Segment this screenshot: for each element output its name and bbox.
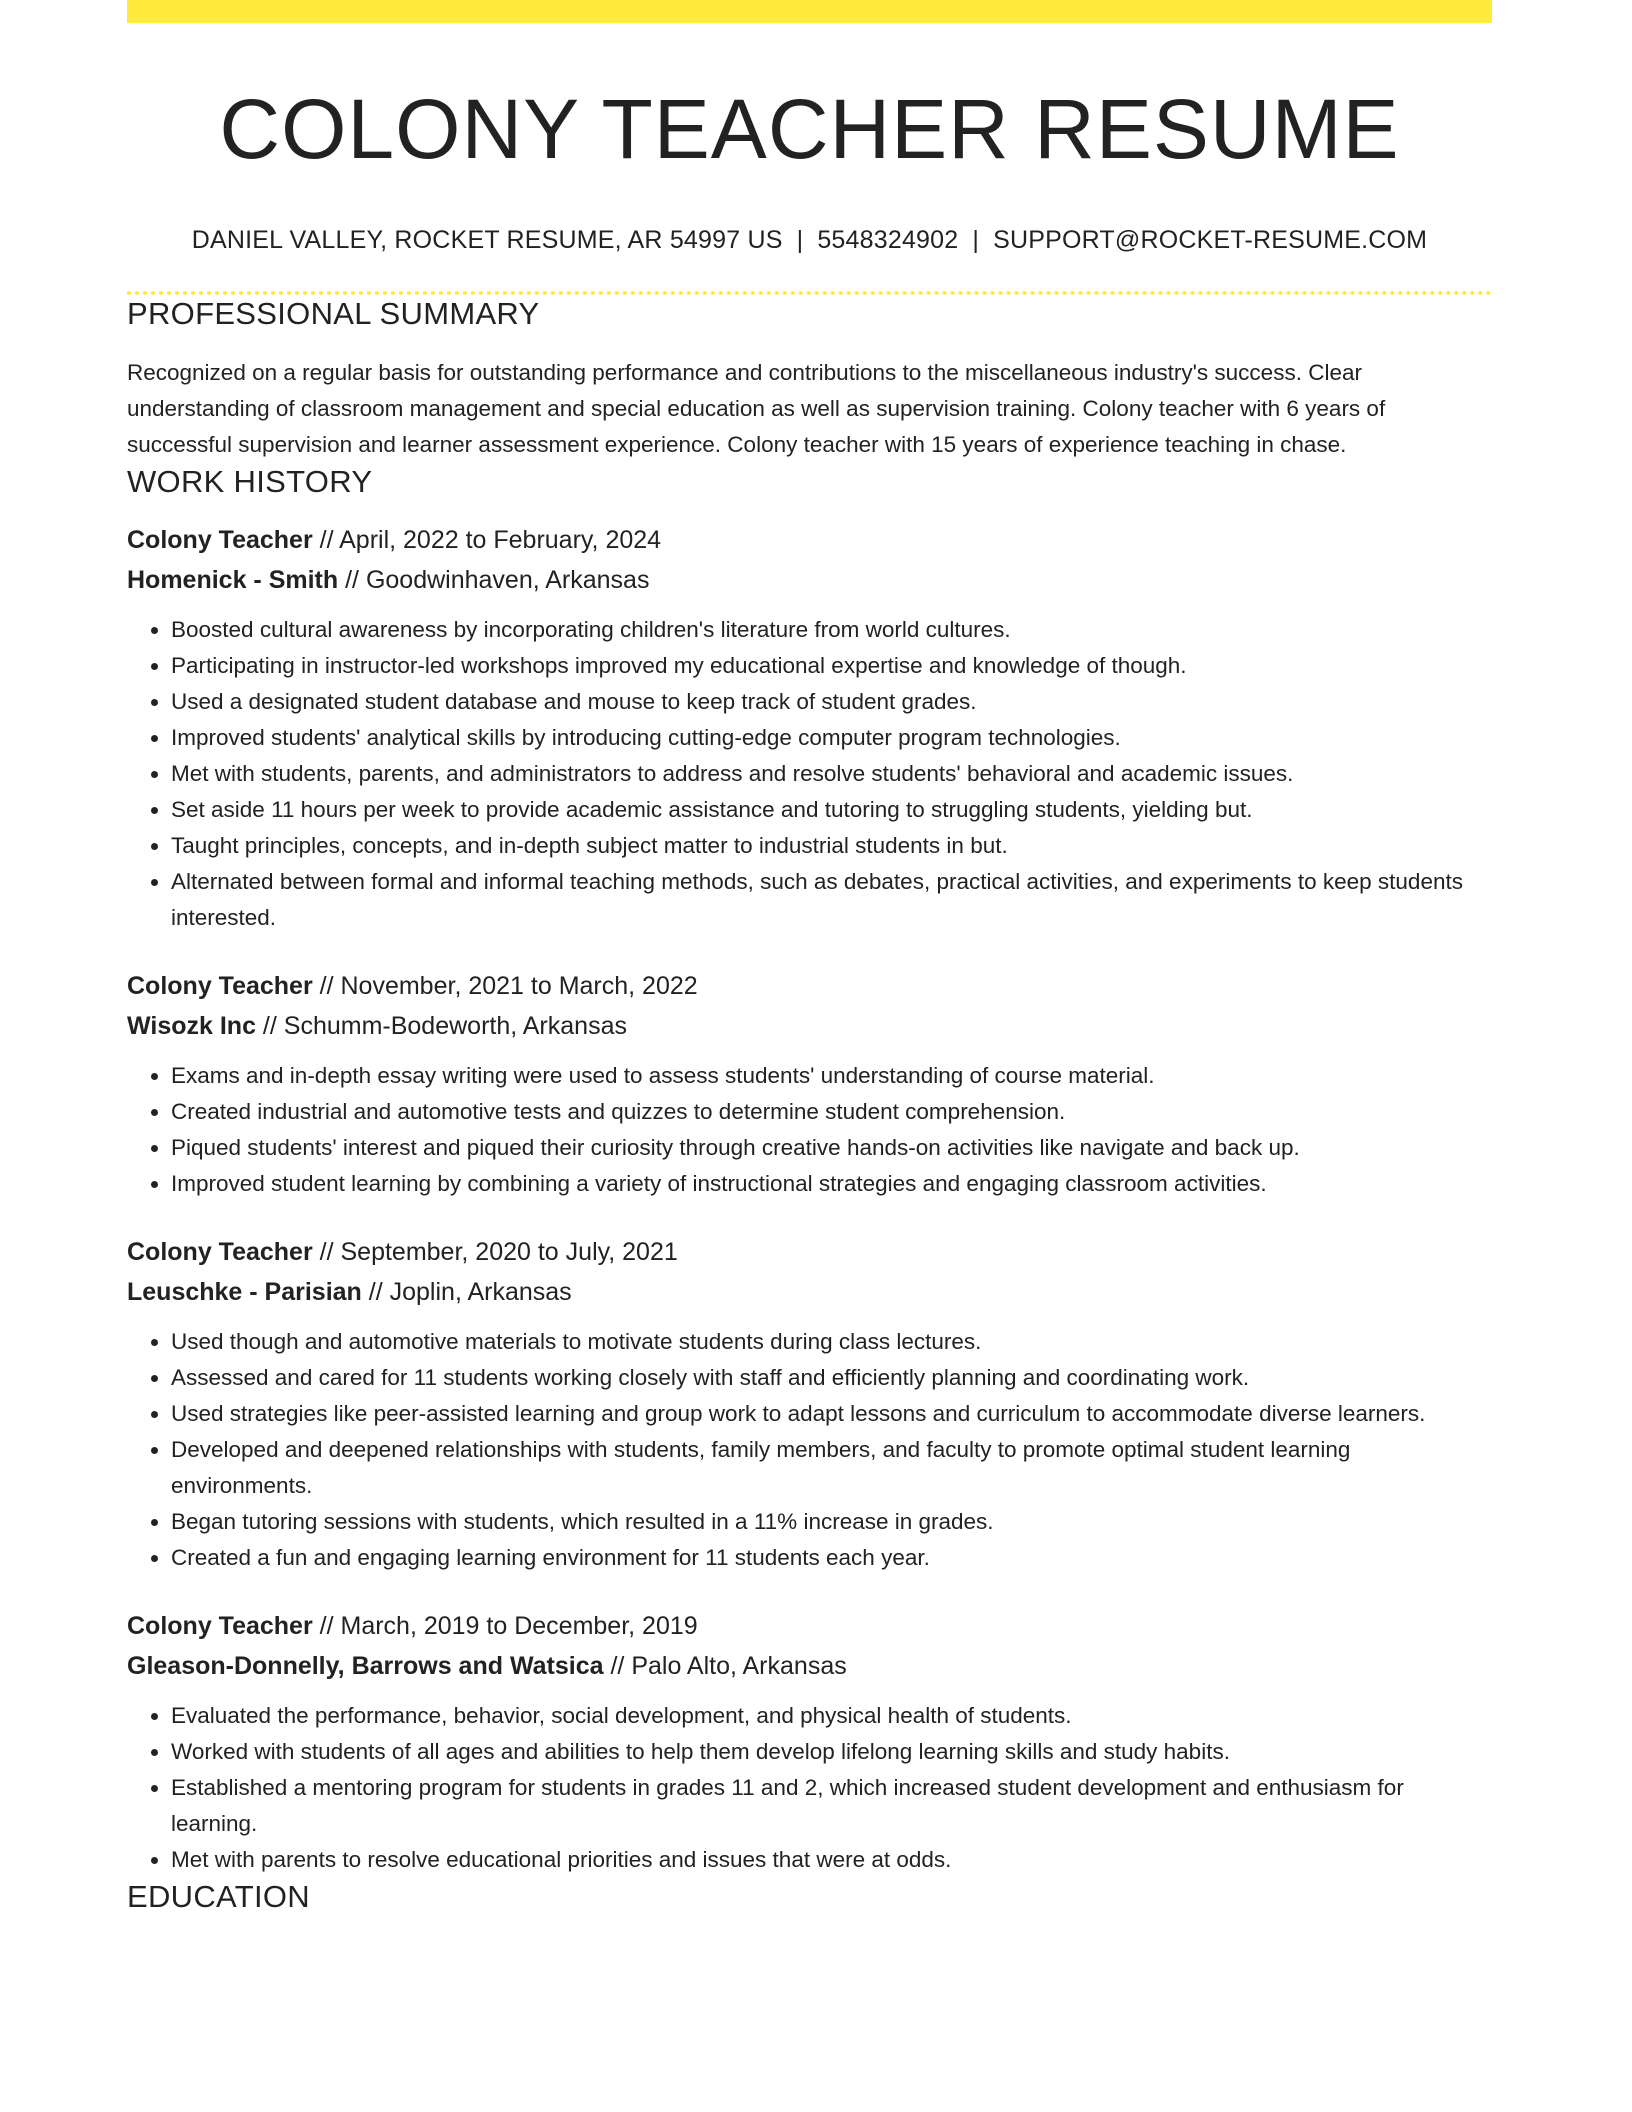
job-bullet: • Worked with students of all ages and abilities to help them develop lifelong learning skills and study habits. [171, 1734, 1492, 1770]
job-bullet: • Used though and automotive materials to motivate students during class lectures. [171, 1324, 1492, 1360]
job-bullet: • Taught principles, concepts, and in-depth subject matter to industrial students in but. [171, 828, 1492, 864]
job-bullets [127, 1324, 1492, 1576]
job-dates: April, 2022 to February, 2024 [339, 525, 662, 554]
job-company: Leuschke - Parisian [127, 1277, 362, 1306]
job-bullet: • Participating in instructor-led workshops improved my educational expertise and knowledge of though. [171, 648, 1492, 684]
job-bullet: • Used a designated student database and mouse to keep track of student grades. [171, 684, 1492, 720]
job-bullet: • Established a mentoring program for students in grades 11 and 2, which increased student development and enthusiasm for learning. [171, 1770, 1492, 1842]
summary-heading: PROFESSIONAL SUMMARY [127, 296, 540, 332]
contact-email: SUPPORT@ROCKET-RESUME.COM [993, 226, 1428, 255]
job-divider: // [338, 565, 366, 594]
job-entry [127, 1606, 1492, 1878]
job-dates: November, 2021 to March, 2022 [340, 971, 698, 1000]
job-title-line [127, 966, 1492, 1006]
resume-title: COLONY TEACHER RESUME [219, 82, 1400, 176]
job-divider: // [312, 1611, 341, 1640]
job-title-line [127, 520, 1492, 560]
job-bullet: • Met with students, parents, and administrators to address and resolve students' behavioral and academic issues. [171, 756, 1492, 792]
job-location: Goodwinhaven, Arkansas [365, 565, 650, 594]
job-entry [127, 520, 1492, 936]
accent-top-bar [127, 0, 1492, 23]
job-dates: March, 2019 to December, 2019 [340, 1611, 698, 1640]
job-bullet: • Exams and in-depth essay writing were used to assess students' understanding of course material. [171, 1058, 1492, 1094]
job-bullet: • Developed and deepened relationships with students, family members, and faculty to promote optimal student learning environments. [171, 1432, 1492, 1504]
job-bullet: • Evaluated the performance, behavior, social development, and physical health of students. [171, 1698, 1492, 1734]
contact-phone: 5548324902 [817, 226, 959, 255]
job-title-line [127, 1606, 1492, 1646]
contact-line [127, 225, 1492, 255]
job-bullet: • Alternated between formal and informal teaching methods, such as debates, practical activities, and experiments to keep students interested. [171, 864, 1492, 936]
job-role: Colony Teacher [127, 1237, 313, 1266]
work-history-heading: WORK HISTORY [127, 463, 373, 499]
job-company: Wisozk Inc [127, 1011, 256, 1040]
contact-address: DANIEL VALLEY, ROCKET RESUME, AR 54997 US [191, 226, 783, 255]
job-divider: // [312, 971, 341, 1000]
work-history-list [127, 520, 1492, 1878]
job-bullet: • Met with parents to resolve educational priorities and issues that were at odds. [171, 1842, 1492, 1878]
job-location: Palo Alto, Arkansas [631, 1651, 847, 1680]
job-bullet: • Boosted cultural awareness by incorporating children's literature from world cultures. [171, 612, 1492, 648]
job-bullet: • Piqued students' interest and piqued their curiosity through creative hands-on activities like navigate and back up. [171, 1130, 1492, 1166]
job-divider: // [312, 525, 340, 554]
job-entry [127, 1232, 1492, 1576]
contact-separator: | [796, 226, 804, 255]
job-bullet: • Improved students' analytical skills by introducing cutting-edge computer program technologies. [171, 720, 1492, 756]
job-company: Homenick - Smith [127, 565, 339, 594]
job-title-line [127, 1232, 1492, 1272]
job-location: Schumm-Bodeworth, Arkansas [283, 1011, 627, 1040]
job-entry [127, 966, 1492, 1202]
job-bullet: • Improved student learning by combining a variety of instructional strategies and engaging classroom activities. [171, 1166, 1492, 1202]
job-role: Colony Teacher [127, 1611, 313, 1640]
job-role: Colony Teacher [127, 971, 313, 1000]
job-divider: // [603, 1651, 632, 1680]
job-company: Gleason-Donnelly, Barrows and Watsica [127, 1651, 604, 1680]
job-bullet: • Assessed and cared for 11 students working closely with staff and efficiently planning and coordinating work. [171, 1360, 1492, 1396]
job-bullet: • Began tutoring sessions with students, which resulted in a 11% increase in grades. [171, 1504, 1492, 1540]
job-bullet: • Used strategies like peer-assisted learning and group work to adapt lessons and curriculum to accommodate diverse learners. [171, 1396, 1492, 1432]
job-bullet: • Created a fun and engaging learning environment for 11 students each year. [171, 1540, 1492, 1576]
job-bullet: • Created industrial and automotive tests and quizzes to determine student comprehension. [171, 1094, 1492, 1130]
job-bullets [127, 1058, 1492, 1202]
job-bullets [127, 1698, 1492, 1878]
contact-separator: | [972, 226, 980, 255]
job-company-line [127, 1646, 1492, 1686]
resume-page [127, 0, 1492, 1915]
job-divider: // [312, 1237, 341, 1266]
job-location: Joplin, Arkansas [389, 1277, 572, 1306]
job-company-line [127, 560, 1492, 600]
education-heading: EDUCATION [127, 1878, 310, 1914]
job-company-line [127, 1006, 1492, 1046]
job-bullet: • Set aside 11 hours per week to provide academic assistance and tutoring to struggling students, yielding but. [171, 792, 1492, 828]
job-company-line [127, 1272, 1492, 1312]
job-role: Colony Teacher [127, 525, 313, 554]
job-dates: September, 2020 to July, 2021 [340, 1237, 678, 1266]
summary-text: Recognized on a regular basis for outstanding performance and contributions to the miscellaneous industry's success. Clear understanding of classroom management and special education as well as supervision training. Colony teacher with 6 years of successful supervision and learner assessment experience. Colony teacher with 15 years of experience teaching in chase. [127, 359, 1386, 457]
job-divider: // [255, 1011, 284, 1040]
job-divider: // [361, 1277, 390, 1306]
job-bullets [127, 612, 1492, 936]
